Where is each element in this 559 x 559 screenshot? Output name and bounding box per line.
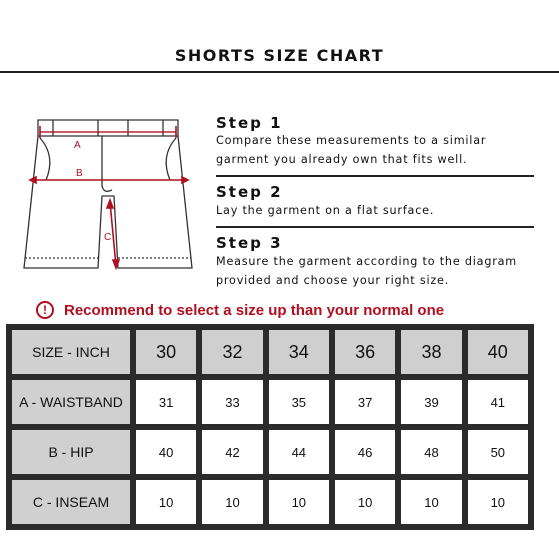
table-cell: 46 — [335, 430, 395, 474]
label-a: A — [74, 140, 81, 151]
table-cell: 10 — [202, 480, 262, 524]
table-cell: 10 — [269, 480, 329, 524]
row-label-hip: B - HIP — [12, 430, 130, 474]
table-corner-label: SIZE - INCH — [12, 330, 130, 374]
table-cell: 10 — [468, 480, 528, 524]
size-header: 34 — [269, 330, 329, 374]
step-2-text: Lay the garment on a flat surface. — [216, 204, 435, 217]
recommendation-banner — [36, 298, 444, 322]
table-cell: 33 — [202, 380, 262, 424]
table-cell: 31 — [136, 380, 196, 424]
table-header-row — [12, 330, 528, 374]
table-cell: 39 — [401, 380, 461, 424]
label-c: C — [104, 232, 112, 243]
table-cell: 42 — [202, 430, 262, 474]
recommendation-text: Recommend to select a size up than your normal one — [64, 301, 445, 319]
size-header: 40 — [468, 330, 528, 374]
row-label-waistband: A - WAISTBAND — [12, 380, 130, 424]
table-cell: 40 — [136, 430, 196, 474]
shorts-diagram — [18, 108, 196, 286]
table-cell: 10 — [335, 480, 395, 524]
label-b: B — [76, 168, 83, 179]
table-row — [12, 430, 528, 474]
size-table — [6, 324, 534, 530]
step-3-text: Measure the garment according to the diagram provided and choose your right size. — [216, 255, 517, 287]
row-label-inseam: C - INSEAM — [12, 480, 130, 524]
exclamation-icon: ! — [36, 301, 54, 319]
table-cell: 37 — [335, 380, 395, 424]
size-header: 30 — [136, 330, 196, 374]
table-cell: 35 — [269, 380, 329, 424]
table-cell: 44 — [269, 430, 329, 474]
title-divider — [0, 71, 559, 73]
table-cell: 48 — [401, 430, 461, 474]
step-1-divider — [216, 175, 534, 177]
size-header: 36 — [335, 330, 395, 374]
table-row — [12, 480, 528, 524]
step-1-title: Step 1 — [216, 114, 283, 132]
table-cell: 10 — [401, 480, 461, 524]
step-3-title: Step 3 — [216, 234, 283, 252]
step-1-text: Compare these measurements to a similar garment you already own that fits well. — [216, 134, 487, 166]
step-2-divider — [216, 226, 534, 228]
table-cell: 10 — [136, 480, 196, 524]
table-cell: 41 — [468, 380, 528, 424]
table-row — [12, 380, 528, 424]
size-header: 38 — [401, 330, 461, 374]
page-title: SHORTS SIZE CHART — [174, 46, 385, 65]
step-2-title: Step 2 — [216, 183, 283, 201]
table-cell: 50 — [468, 430, 528, 474]
size-header: 32 — [202, 330, 262, 374]
